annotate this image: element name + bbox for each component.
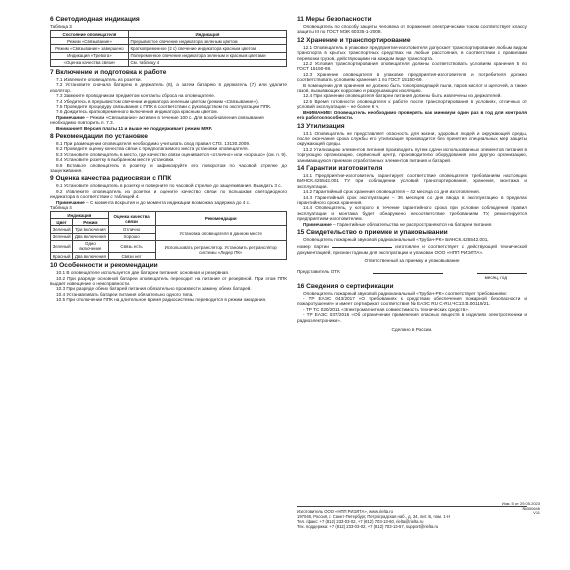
- table-4-header: Режим: [73, 219, 108, 226]
- paragraph: Оповещатель пожарный звуковой радиоканальный «Трубач-РК» соответствует требованиям:: [303, 290, 507, 296]
- serial-line: [297, 242, 527, 255]
- footer-divider: [297, 506, 527, 507]
- issue-line: №300646: [522, 505, 540, 511]
- note-text: – С момента вскрытия и до момента индикации возможна задержка до 4 с.: [84, 199, 251, 205]
- footer-line: 197046, Россия, г. Санкт-Петербург, Петроградская наб., д. 34, лит. Б, пом. 1-Н: [297, 514, 451, 519]
- left-column: [50, 14, 287, 303]
- note-text: – Гарантийные обязательства не распространяются на батареи питания.: [331, 221, 493, 227]
- paragraph: - ТР ЕАЭС 037/2016 «Об ограничении применения опасных веществ в изделиях электротехники и радиоэлектроники».: [297, 312, 527, 323]
- table-row: [51, 240, 287, 252]
- table-cell: Зеленый: [51, 233, 73, 240]
- table-cell: Зеленый: [51, 226, 73, 233]
- section-12: [297, 37, 527, 121]
- paragraph: 14.3 Гарантийный срок эксплуатации – 36 месяцев со дня ввода в эксплуатацию в пределах гарантийного срока хранения.: [297, 194, 527, 205]
- table-row: [51, 52, 287, 59]
- paragraph: 12.2 Условия транспортирования оповещателя должны соответствовать условиям хранения 5 по ГОСТ 15150-69.: [297, 61, 527, 72]
- signature-blank: [373, 268, 443, 274]
- table-3: [50, 30, 287, 67]
- serial-blank: [332, 242, 392, 248]
- section-8-title: 8 Рекомендации по установке: [50, 133, 148, 140]
- note-label: Примечание: [56, 199, 85, 205]
- paragraph: 7.5 Проведите процедуру связывания с ППК в соответствии с руководством по эксплуатации ППК.: [56, 103, 272, 109]
- note-label: Примечание: [303, 221, 332, 227]
- table-cell: Хорошо: [108, 233, 155, 240]
- table-cell: Два включения: [73, 253, 108, 260]
- serial-after: изготовлен и соответствует с действующей технической документацией, признан годным для эксплуатации и упакован ООО «НПП РИЭЛТА».: [297, 244, 527, 255]
- paragraph: 10.3 При разряде обеих батарей питания обязательно произвести замену обеих батарей.: [56, 286, 252, 292]
- table-cell: Установка оповещателя в данном месте: [155, 226, 287, 240]
- paragraph: 13.1 Оповещатель не представляет опасность для жизни, здоровья людей и окружающей среды, после окончания срока службы его утилизация производится без принятия специальных мер защиты окружающей среды.: [297, 130, 527, 147]
- paragraph: В помещении для хранения не должно быть токопроводящей пыли, паров кислот и щелочей, а также газов, вызывающих коррозию и разрушающих изоляцию.: [297, 82, 527, 94]
- paragraph: 14.2 Гарантийный срок хранения оповещателя – 42 месяца со дня изготовления.: [303, 189, 480, 195]
- table-cell: «Оценка качества связи»: [51, 59, 129, 66]
- paragraph: 8.5 Вставьте оповещатель в розетку и зафиксируйте его поворотом по часовой стрелке до защелкивания.: [50, 162, 287, 174]
- section-14: [297, 165, 527, 227]
- issue-line: V11: [533, 510, 540, 515]
- table-cell: Отлично: [108, 226, 155, 233]
- table-3-caption: Таблица 3: [50, 24, 72, 29]
- table-cell: Режим «Связывание» завершено: [51, 45, 129, 52]
- made-in: Сделано в России.: [391, 327, 433, 333]
- section-11-title: 11 Меры безопасности: [297, 16, 372, 23]
- paragraph: 12.5 Время готовности оповещателя к работе после транспортирования в условиях, отличных от условий эксплуатации – не более 6 ч.: [297, 98, 527, 110]
- section-10: [50, 262, 287, 302]
- paragraph: 8.1 При размещении оповещателя необходимо учитывать свод правил СП3. 13130.2009.: [56, 141, 251, 146]
- table-cell: Связи нет: [108, 253, 155, 260]
- table-cell: Использовать ретранслятор. Установить ретранслятор системы «Лидер ПК»: [155, 240, 287, 259]
- section-7: [50, 69, 287, 131]
- paragraph: 10.4 Устанавливать батареи питания обязательно одного типа.: [56, 291, 194, 297]
- paragraph: 14.1 Предприятие-изготовитель гарантирует соответствие оповещателя требованиям настоящих БИНСК.425542.001 ТУ при соблюдении условий транспортирования, хранения, монтажа и эксплуатации.: [297, 172, 527, 189]
- section-14-title: 14 Гарантии изготовителя: [297, 164, 383, 172]
- paragraph: 8.4 Установите розетку в выбранном месте установки.: [56, 157, 175, 163]
- section-9: [50, 175, 287, 260]
- table-row: [51, 59, 287, 66]
- paragraph: 8.3 Установите оповещатель в место, где качество связи оценивается «отлично» или «хорошо» (см. п. 9).: [56, 151, 287, 157]
- paragraph: Оповещатель по способу защиты человека от поражения электрическим током соответствует классу защиты III по ГОСТ МЭК 60335-1-2008.: [297, 24, 527, 35]
- paragraph: 12.4 При хранении оповещателя батареи питания должны быть извлечены из держателей.: [303, 93, 502, 99]
- paragraph: 9.2 Извлеките оповещатель из розетки и оцените качество связи по вспышкам светодиодного индикатора в соответствии с таблицей 4.: [50, 188, 287, 200]
- issue-line: Изм. 5 от 29.05.2023: [501, 501, 540, 506]
- table-row: [51, 38, 287, 45]
- section-6-title: 6 Светодиодная индикация: [50, 16, 140, 23]
- date-blank: [477, 268, 527, 274]
- table-4: [50, 211, 287, 260]
- section-8: [50, 133, 287, 173]
- table-cell: Кратковременное (2 с) свечение индикатора красным цветом: [128, 45, 286, 52]
- table-3-header: Индикация: [128, 31, 286, 38]
- table-cell: Попеременное свечение индикатора зеленым и красным цветами: [128, 52, 286, 59]
- note-text: – Режим «Связывание» активен в течение 100 с. Для возобновления связывания необходимо повторить п. 7.3.: [50, 114, 264, 126]
- representative-label: Представитель ОТК: [297, 268, 340, 274]
- table-4-header: Оценка качества связи: [108, 212, 155, 226]
- section-13: [297, 123, 527, 163]
- note: [297, 222, 527, 227]
- section-12-title: 12 Хранение и транспортирование: [297, 36, 411, 44]
- paragraph: 7.1 Извлеките оповещатель из розетки.: [56, 76, 142, 82]
- table-row: [51, 226, 287, 233]
- table-cell: Режим «Связывание»: [51, 38, 129, 45]
- warning: ВНИМАНИЕ! Оповещатель необходимо проверять как минимум один раз в год для контроля его работоспособности.: [297, 109, 527, 121]
- right-column: [297, 14, 527, 332]
- table-cell: Одно включение: [73, 240, 108, 252]
- paragraph: 12.3 Хранение оповещателя в упаковке предприятия-изготовителя и потребителя должно соответствовать условиям хранения 1 по ГОСТ 15150-69.: [297, 71, 527, 83]
- table-cell: Индикация «Тревога»: [51, 52, 129, 59]
- note-label: Примечание: [56, 114, 85, 120]
- paragraph: 12.1 Оповещатель в упаковке предприятия-изготовителя допускает транспортирование любым видом транспорта в крытых транспортных средствах на любые расстояния, в соответствии с правилами перевозки грузов, действующими на каждом виде транспорта.: [297, 44, 527, 61]
- section-16: [297, 283, 527, 333]
- table-cell: Два включения: [73, 233, 108, 240]
- table-cell: Прерывистое свечение индикатора зеленым цветом: [128, 38, 286, 45]
- signature-row: [297, 268, 527, 275]
- table-4-header: Индикация: [51, 212, 109, 219]
- table-cell: См. таблицу 4: [128, 59, 286, 66]
- paragraph: 8.2 Проведите оценку качества связи с предполагаемого места установки оповещателя.: [56, 146, 249, 152]
- paragraph: 13.2 Утилизацию элементов питания производить путем сдачи использованных элементов питания в торгующую организацию, сервисный центр, производителю оборудования или другую организацию, занимающуюся приемом отработанных элементов питания и батарей.: [297, 146, 527, 163]
- paragraph: 7.3 Замкните проводником предметом контакты сброса на оповещателе.: [56, 93, 216, 99]
- section-9-title: 9 Оценка качества радиосвязи с ППК: [50, 175, 172, 183]
- footer-line: Тех. поддержка: +7 (812) 233-03-02, +7 (812) 703-13-57, support@rielta.ru: [297, 524, 439, 529]
- footer-line: Изготовитель ООО «НПП РИЭЛТА», www.rielta.ru: [297, 509, 393, 514]
- table-4-caption: Таблица 4: [50, 205, 72, 211]
- section-13-title: 13 Утилизация: [297, 122, 345, 130]
- table-3-header: Состояние оповещателя: [51, 31, 129, 38]
- manufacturer-footer: [297, 504, 527, 529]
- paragraph: 7.4 Убедитесь в прерывистом свечении индикатора зеленым цветом (режим «Связывание»).: [56, 98, 260, 104]
- warning: Внимание!! Версия платы 11 и выше не поддерживает режим MRF.: [56, 125, 213, 131]
- table-cell: Связь есть: [108, 240, 155, 252]
- paragraph: - ТР ЕАЭС 043/2017 «О требованиях к средствам обеспечения пожарной безопасности и пожаротушения» и имеет сертификат соответствия № ЕАЭС RU C-RU.ЧС13.В.00119/21.: [297, 296, 527, 307]
- paragraph: 10.1 В оповещателе используется две батареи питания: основная и резервная.: [56, 270, 230, 276]
- table-cell: Зеленый: [51, 240, 73, 252]
- responsible-label: Ответственный за приемку и упаковывание: [364, 258, 460, 264]
- footer-line: Тел. /факс: +7 (812) 233-03-02, +7 (812) 703-13-60, rielta@rielta.ru: [297, 519, 424, 524]
- table-row: [51, 45, 287, 52]
- table-cell: Три включения: [73, 226, 108, 233]
- note: [50, 115, 287, 126]
- paragraph: 14.4 Оповещатель, у которого в течение гарантийного срока при условии соблюдения правил эксплуатации и монтажа будет обнаружено несоответствие требованиям ТУ, ремонтируется предприятием-изготовителем.: [297, 205, 527, 222]
- section-7-title: 7 Включение и подготовка к работе: [50, 68, 167, 76]
- paragraph: 9.1 Установите оповещатель в розетку и поверните по часовой стрелке до защелкивания. Выждать 3 с.: [56, 183, 282, 189]
- section-10-title: 10 Особенности и рекомендации: [50, 262, 158, 270]
- section-11: [297, 16, 527, 35]
- section-15-title: 15 Свидетельство о приемке и упаковывании: [297, 229, 448, 236]
- table-4-header: Рекомендации: [155, 212, 287, 226]
- paragraph: - ТР ТС 020/2011 «Электромагнитная совместимость технических средств».: [303, 306, 470, 312]
- paragraph: 10.2 При разряде основной батареи оповещатель переходит на питание от резервной. При этом ППК выдает извещение о неисправности.: [50, 275, 287, 286]
- paragraph: 7.6 Дождитесь кратковременного включения индикатора красным цветом.: [56, 109, 218, 115]
- section-16-title: 16 Сведения о сертификации: [297, 282, 394, 290]
- section-6: [50, 16, 287, 67]
- section-15: [297, 229, 527, 281]
- table-4-header: Цвет: [51, 219, 73, 226]
- paragraph: 10.5 При отключении ППК на длительное время радиосистемы переводится в режим ожидания.: [56, 297, 267, 303]
- serial-label: номер партии: [297, 244, 329, 250]
- paragraph: 7.2 Установите сначала батарею в держатель (8), а затем батарею в держатель (7) или удалите изолятор.: [50, 82, 287, 93]
- paragraph: Оповещатель пожарный звуковой радиоканальный «Трубач-РК» БИНСК.425542.001,: [303, 237, 489, 242]
- table-cell: Красный: [51, 253, 73, 260]
- date-caption: месяц, год: [484, 274, 507, 280]
